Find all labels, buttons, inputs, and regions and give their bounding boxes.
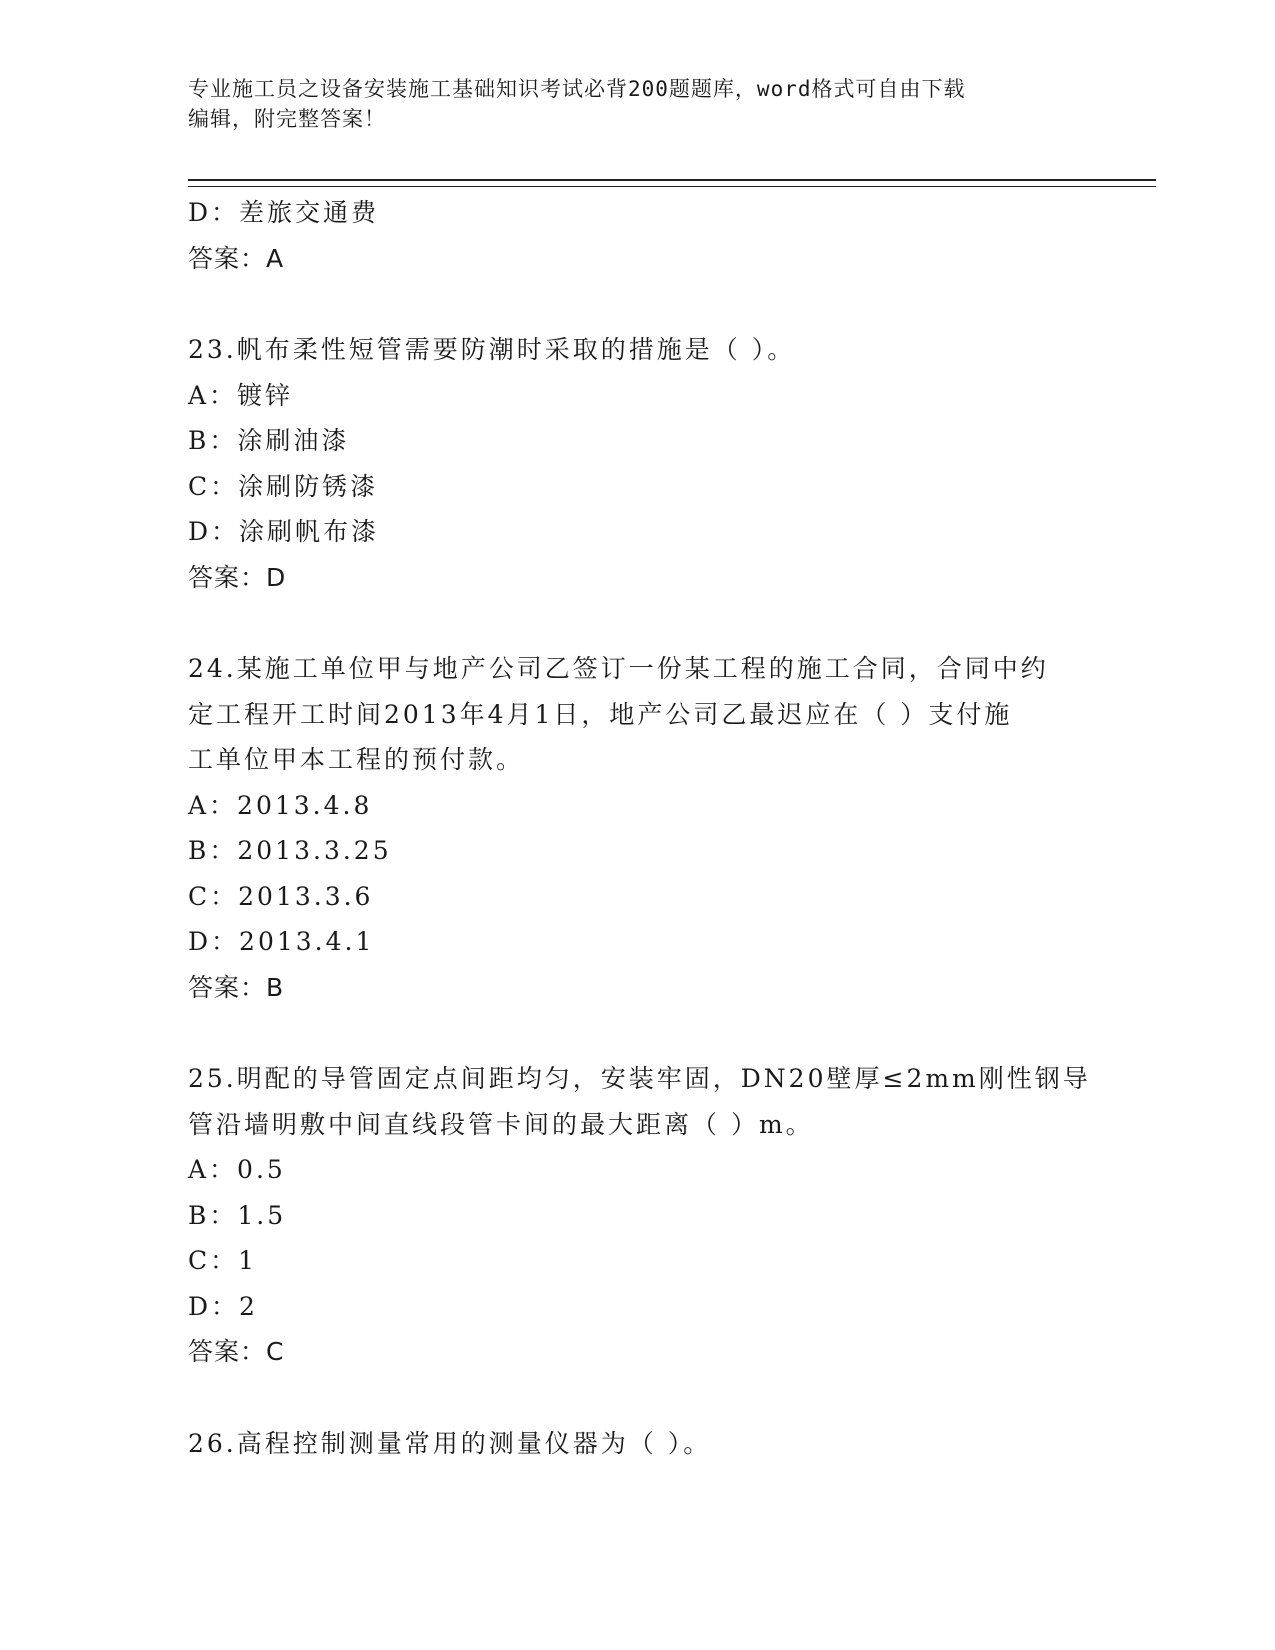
option-b: B：涂刷油漆 xyxy=(188,426,350,455)
spacer xyxy=(188,600,1108,646)
option-a: A：0.5 xyxy=(188,1155,286,1184)
answer: 答案：C xyxy=(188,1337,285,1366)
question-23 xyxy=(188,327,1108,600)
header-divider xyxy=(188,179,1156,187)
option-a: A：镀锌 xyxy=(188,380,294,410)
option-c: C：1 xyxy=(188,1246,258,1275)
question-25 xyxy=(188,1056,1108,1375)
question-22-tail xyxy=(188,190,1108,281)
question-stem: 26.高程控制测量常用的测量仪器为（ ）。 xyxy=(188,1428,712,1458)
option-b: B：1.5 xyxy=(188,1200,287,1230)
answer: 答案：A xyxy=(188,243,285,273)
option-d: D：2013.4.1 xyxy=(188,927,375,956)
question-content xyxy=(188,190,1108,1466)
question-stem-line-1: 24.某施工单位甲与地产公司乙签订一份某工程的施工合同，合同中约 xyxy=(188,654,1049,683)
question-stem-line-2: 管沿墙明敷中间直线段管卡间的最大距离（ ）m。 xyxy=(188,1109,814,1139)
header-title-line-2: 编辑，附完整答案！ xyxy=(188,107,386,131)
question-stem-line-1: 25.明配的导管固定点间距均匀，安装牢固，DN20壁厚≤2mm刚性钢导 xyxy=(188,1064,1091,1093)
question-stem-line-3: 工单位甲本工程的预付款。 xyxy=(188,745,525,774)
spacer xyxy=(188,281,1108,327)
question-stem: 23.帆布柔性短管需要防潮时采取的措施是（ ）。 xyxy=(188,335,796,364)
option-c: C：涂刷防锈漆 xyxy=(188,471,379,501)
question-26 xyxy=(188,1421,1108,1467)
option-c: C：2013.3.6 xyxy=(188,881,374,911)
option-d: D：涂刷帆布漆 xyxy=(188,517,380,546)
answer: 答案：B xyxy=(188,972,285,1002)
document-header xyxy=(188,74,1088,134)
answer: 答案：D xyxy=(188,562,287,592)
option-d: D：2 xyxy=(188,1291,258,1321)
spacer xyxy=(188,1010,1108,1056)
header-title-line-1: 专业施工员之设备安装施工基础知识考试必背200题题库，word格式可自由下载 xyxy=(188,77,966,101)
option-b: B：2013.3.25 xyxy=(188,836,392,865)
option-a: A：2013.4.8 xyxy=(188,790,373,820)
spacer xyxy=(188,1375,1108,1421)
option-d: D：差旅交通费 xyxy=(188,198,380,227)
question-24 xyxy=(188,646,1108,1010)
question-stem-line-2: 定工程开工时间2013年4月1日，地产公司乙最迟应在（ ）支付施 xyxy=(188,699,1013,729)
